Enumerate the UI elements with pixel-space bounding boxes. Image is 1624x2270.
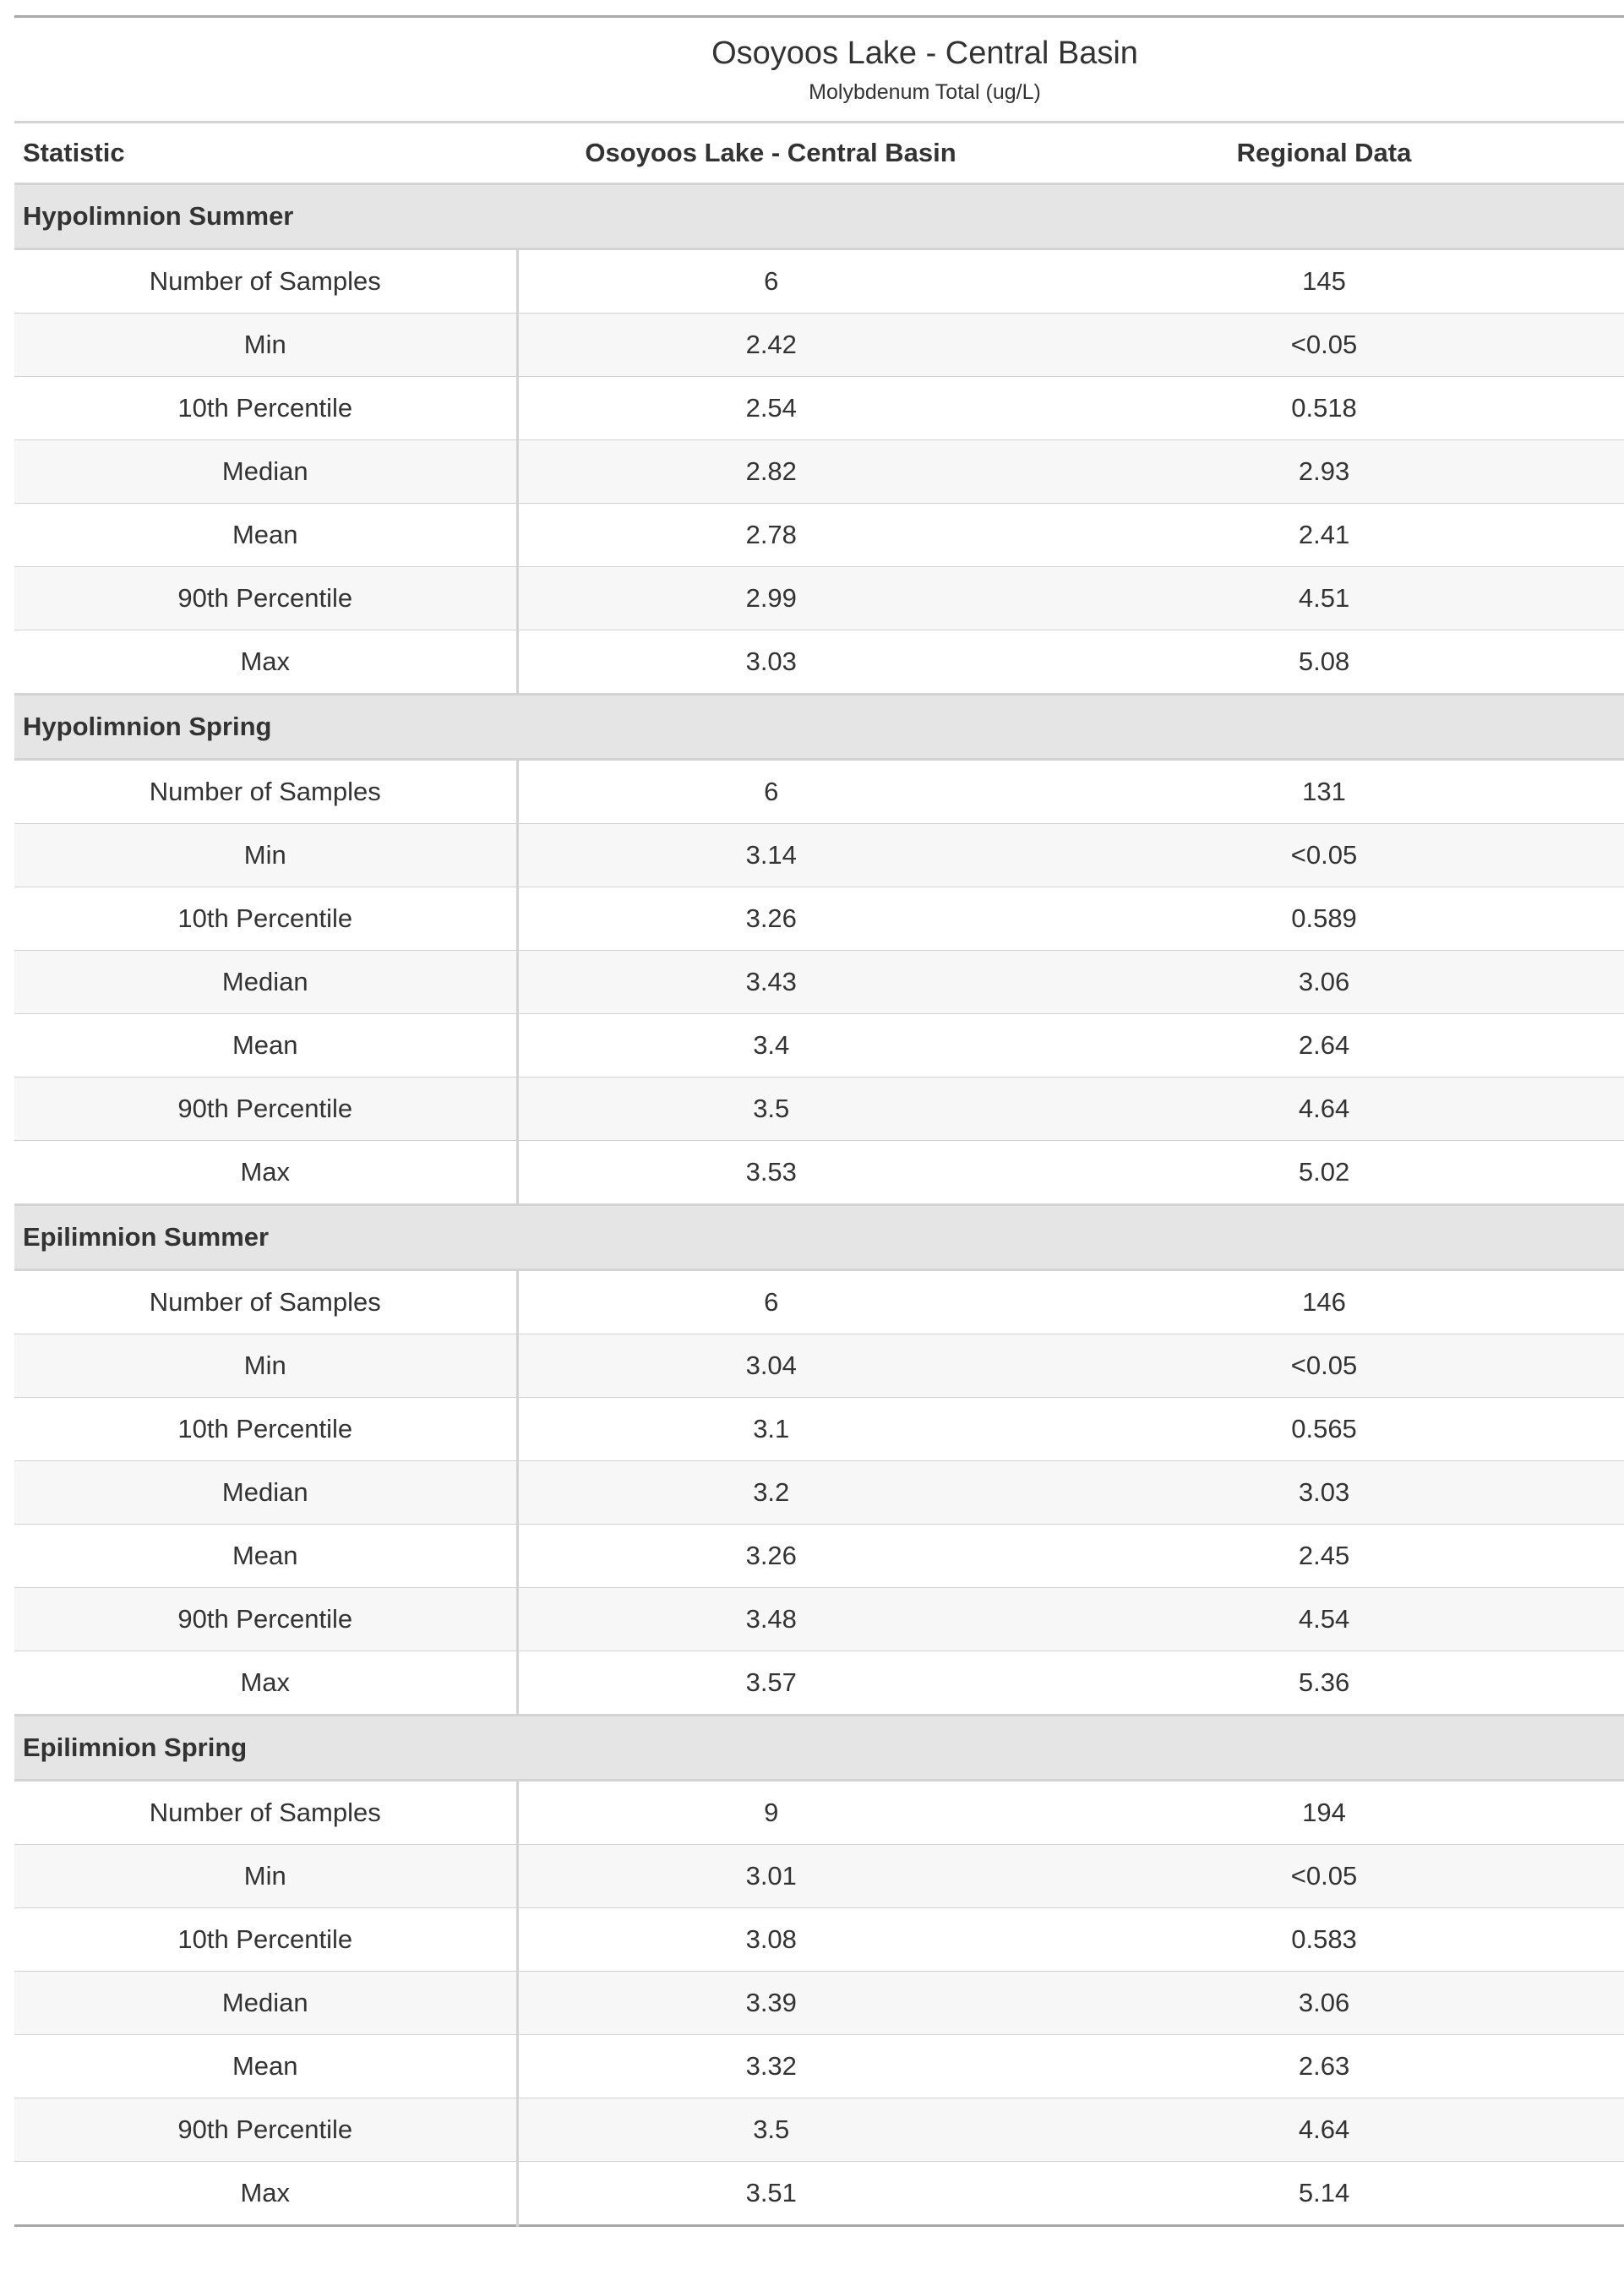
- table-row: [14, 887, 1624, 951]
- site-value-cell: 6: [764, 777, 779, 806]
- regional-value-cell: 3.06: [1024, 951, 1624, 1014]
- statistic-cell: Mean: [14, 2035, 517, 2098]
- group-header-row: [14, 695, 1624, 760]
- group-header-row: [14, 1716, 1624, 1781]
- summary-statistics-table: [14, 15, 1624, 2227]
- regional-value-cell: 145: [1302, 266, 1346, 296]
- table-row: [14, 1334, 1624, 1398]
- site-value-cell: 3.5: [517, 2098, 1024, 2162]
- site-value-cell: 3.03: [517, 630, 1024, 695]
- site-value-cell: 3.01: [517, 1845, 1024, 1908]
- site-value-cell: 3.53: [517, 1141, 1024, 1205]
- regional-value-cell: 3.06: [1024, 1972, 1624, 2035]
- regional-value-cell: 4.64: [1024, 1078, 1624, 1141]
- regional-value-cell: 4.54: [1024, 1588, 1624, 1651]
- table-row: [14, 1972, 1624, 2035]
- statistic-cell: Median: [14, 951, 517, 1014]
- statistic-cell: 10th Percentile: [14, 1398, 517, 1461]
- statistic-cell: 10th Percentile: [14, 377, 517, 440]
- table-row: [14, 377, 1624, 440]
- site-value-cell: 2.82: [517, 440, 1024, 504]
- site-value-cell: 3.43: [517, 951, 1024, 1014]
- site-value-cell: 3.04: [517, 1334, 1024, 1398]
- table-subtitle: Molybdenum Total (ug/L): [809, 80, 1041, 104]
- site-value-cell: 3.48: [517, 1588, 1024, 1651]
- table-row: [14, 249, 1624, 314]
- column-header-statistic: Statistic: [14, 123, 517, 184]
- statistic-cell: Mean: [14, 1014, 517, 1078]
- regional-value-cell: 131: [1302, 777, 1346, 806]
- statistic-cell: Min: [14, 824, 517, 887]
- regional-value-cell: 0.583: [1024, 1908, 1624, 1972]
- statistic-cell: Number of Samples: [14, 249, 517, 314]
- group-label: Hypolimnion Summer: [14, 184, 1624, 249]
- site-value-cell: 3.2: [517, 1461, 1024, 1525]
- site-value-cell: 6: [764, 266, 779, 296]
- table-row: [14, 314, 1624, 377]
- statistic-cell: Max: [14, 1141, 517, 1205]
- table-title: Osoyoos Lake - Central Basin: [711, 35, 1138, 71]
- regional-value-cell: 3.03: [1024, 1461, 1624, 1525]
- table-row: [14, 1845, 1624, 1908]
- regional-value-cell: 5.36: [1024, 1651, 1624, 1716]
- table-row: [14, 2162, 1624, 2226]
- site-value-cell: 3.32: [517, 2035, 1024, 2098]
- site-value-cell: 3.14: [517, 824, 1024, 887]
- site-value-cell: 3.26: [517, 887, 1024, 951]
- group-label: Epilimnion Summer: [14, 1205, 1624, 1270]
- table-row: [14, 951, 1624, 1014]
- statistic-cell: 90th Percentile: [14, 567, 517, 630]
- regional-value-cell: 0.518: [1024, 377, 1624, 440]
- table-row: [14, 567, 1624, 630]
- statistic-cell: 10th Percentile: [14, 1908, 517, 1972]
- statistic-cell: Median: [14, 1461, 517, 1525]
- table-row: [14, 1525, 1624, 1588]
- site-value-cell: 3.51: [517, 2162, 1024, 2226]
- site-value-cell: 9: [764, 1798, 779, 1827]
- statistic-cell: Min: [14, 314, 517, 377]
- table-row: [14, 1014, 1624, 1078]
- table-row: [14, 760, 1624, 824]
- statistic-cell: Min: [14, 1334, 517, 1398]
- column-header-row: [14, 123, 1624, 184]
- regional-value-cell: <0.05: [1024, 824, 1624, 887]
- column-header-site: Osoyoos Lake - Central Basin: [517, 123, 1024, 184]
- regional-value-cell: 4.64: [1024, 2098, 1624, 2162]
- regional-value-cell: 0.565: [1024, 1398, 1624, 1461]
- group-header-row: [14, 184, 1624, 249]
- regional-value-cell: 0.589: [1024, 887, 1624, 951]
- regional-value-cell: 2.41: [1024, 504, 1624, 567]
- site-value-cell: 3.5: [517, 1078, 1024, 1141]
- statistic-cell: 90th Percentile: [14, 1588, 517, 1651]
- title-row: [14, 17, 1624, 76]
- site-value-cell: 3.39: [517, 1972, 1024, 2035]
- table-row: [14, 504, 1624, 567]
- table-row: [14, 1588, 1624, 1651]
- regional-value-cell: 146: [1302, 1287, 1346, 1317]
- site-value-cell: 3.1: [517, 1398, 1024, 1461]
- site-value-cell: 3.57: [517, 1651, 1024, 1716]
- table-row: [14, 1781, 1624, 1845]
- table-row: [14, 440, 1624, 504]
- site-value-cell: 2.42: [517, 314, 1024, 377]
- table-row: [14, 1270, 1624, 1334]
- statistic-cell: 90th Percentile: [14, 1078, 517, 1141]
- regional-value-cell: <0.05: [1024, 1845, 1624, 1908]
- table-row: [14, 1651, 1624, 1716]
- regional-value-cell: 2.63: [1024, 2035, 1624, 2098]
- summary-table-container: [14, 15, 1624, 2227]
- statistic-cell: 90th Percentile: [14, 2098, 517, 2162]
- site-value-cell: 3.4: [517, 1014, 1024, 1078]
- site-value-cell: 3.08: [517, 1908, 1024, 1972]
- regional-value-cell: 5.14: [1024, 2162, 1624, 2226]
- statistic-cell: Median: [14, 440, 517, 504]
- table-row: [14, 2098, 1624, 2162]
- regional-value-cell: 194: [1302, 1798, 1346, 1827]
- group-label: Hypolimnion Spring: [14, 695, 1624, 760]
- site-value-cell: 2.54: [517, 377, 1024, 440]
- regional-value-cell: 2.45: [1024, 1525, 1624, 1588]
- statistic-cell: 10th Percentile: [14, 887, 517, 951]
- table-row: [14, 1908, 1624, 1972]
- site-value-cell: 3.26: [517, 1525, 1024, 1588]
- table-row: [14, 2035, 1624, 2098]
- table-row: [14, 824, 1624, 887]
- regional-value-cell: 5.02: [1024, 1141, 1624, 1205]
- table-row: [14, 630, 1624, 695]
- table-row: [14, 1461, 1624, 1525]
- site-value-cell: 2.78: [517, 504, 1024, 567]
- column-header-regional: Regional Data: [1024, 123, 1624, 184]
- regional-value-cell: <0.05: [1024, 314, 1624, 377]
- table-row: [14, 1398, 1624, 1461]
- statistic-cell: Number of Samples: [14, 760, 517, 824]
- regional-value-cell: <0.05: [1024, 1334, 1624, 1398]
- table-subtitle-cell: [14, 75, 1624, 123]
- group-label: Epilimnion Spring: [14, 1716, 1624, 1781]
- statistic-cell: Max: [14, 1651, 517, 1716]
- group-header-row: [14, 1205, 1624, 1270]
- site-value-cell: 2.99: [517, 567, 1024, 630]
- table-body: [14, 184, 1624, 2226]
- table-header: [14, 17, 1624, 184]
- site-value-cell: 6: [764, 1287, 779, 1317]
- regional-value-cell: 2.64: [1024, 1014, 1624, 1078]
- statistic-cell: Mean: [14, 504, 517, 567]
- regional-value-cell: 2.93: [1024, 440, 1624, 504]
- table-title-cell: [14, 17, 1624, 76]
- statistic-cell: Number of Samples: [14, 1781, 517, 1845]
- statistic-cell: Max: [14, 2162, 517, 2226]
- table-row: [14, 1141, 1624, 1205]
- table-row: [14, 1078, 1624, 1141]
- regional-value-cell: 4.51: [1024, 567, 1624, 630]
- statistic-cell: Mean: [14, 1525, 517, 1588]
- statistic-cell: Median: [14, 1972, 517, 2035]
- statistic-cell: Max: [14, 630, 517, 695]
- subtitle-row: [14, 75, 1624, 123]
- statistic-cell: Min: [14, 1845, 517, 1908]
- regional-value-cell: 5.08: [1024, 630, 1624, 695]
- statistic-cell: Number of Samples: [14, 1270, 517, 1334]
